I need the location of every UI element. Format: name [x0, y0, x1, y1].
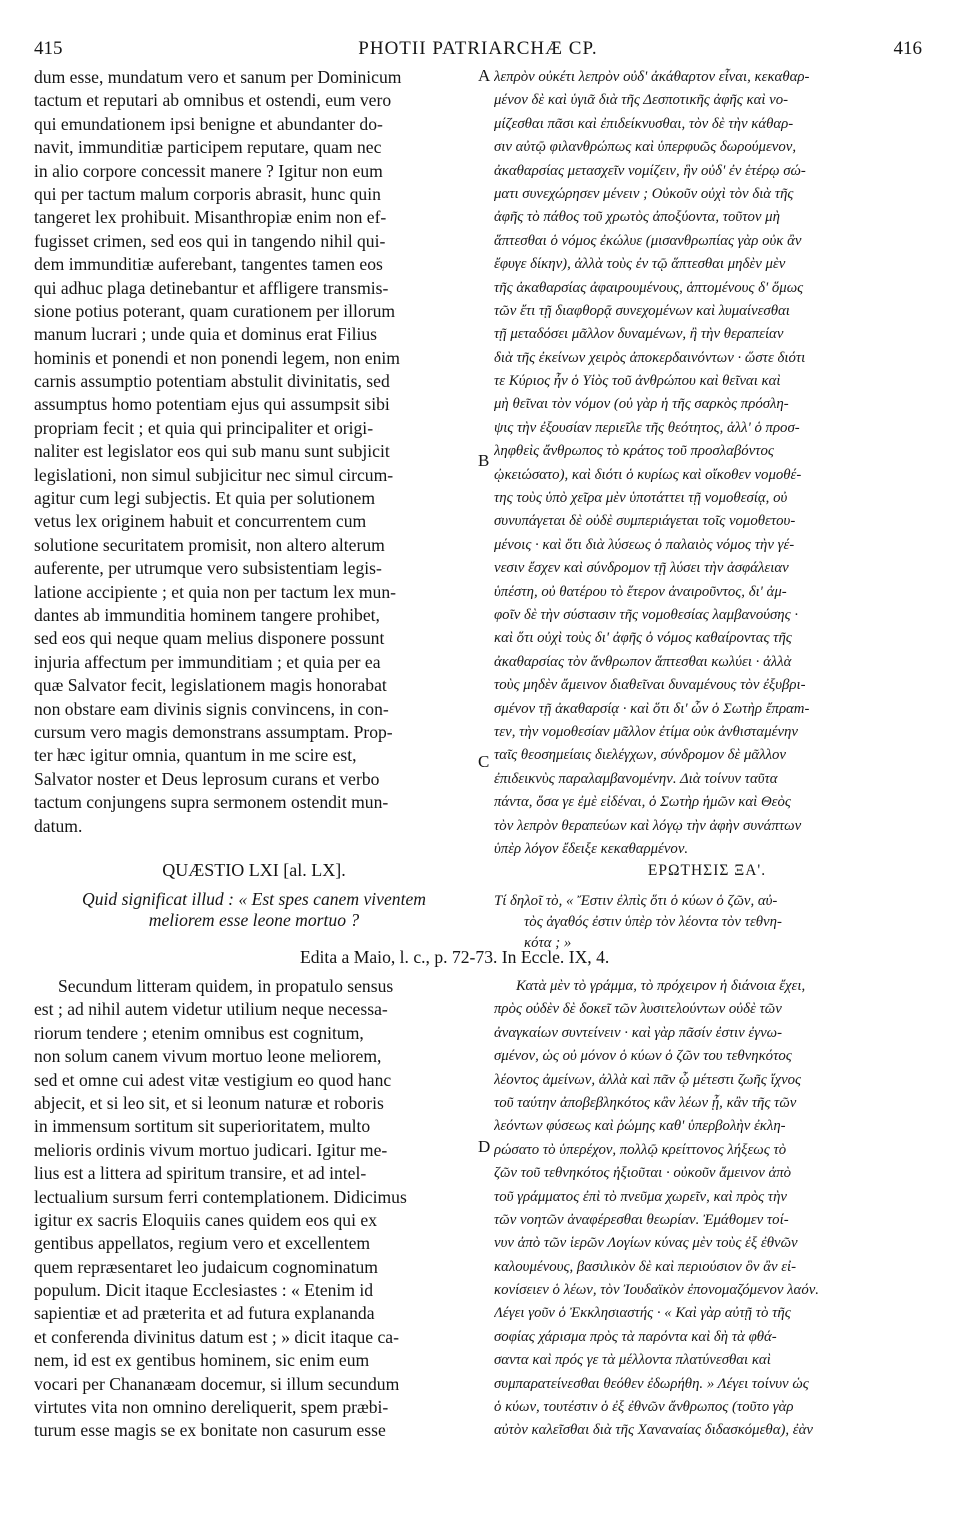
- greek-column-bottom: [494, 975, 920, 1443]
- greek-line: καὶ ὅτι οὐχὶ τοὺς δι' ἀφῆς ὁ νόμος καθαίροντας τῆς: [494, 630, 792, 647]
- greek-line: τε Κύριος ἦν ὁ Υἱὸς τοῦ ἀνθρώπου καὶ θεῖναι καὶ: [494, 373, 781, 390]
- greek-line: ἔφυγε δίκην), ἀλλὰ τοὺς ἐν τῷ ἅπτεσθαι μηδὲν μὲν: [494, 256, 786, 273]
- greek-line: τῆς ἀκαθαρσίας ἀφαιρουμένους, ἁπτομένους δ' ὅμως: [494, 279, 804, 296]
- greek-line: τοὺς μηδὲν ἄμεινον διαθεῖναι δυναμένους τὸν ἐξυβρι-: [494, 677, 806, 694]
- running-title: PHOTII PATRIARCHÆ CP.: [358, 38, 598, 59]
- page-number-left: 415: [34, 38, 63, 59]
- greek-line: κονίσειεν ὁ λέων, τὸν Ἰουδαϊκὸν ἐπονομαζόμενον λαόν.: [494, 1282, 819, 1299]
- margin-marker-d: D: [478, 1137, 491, 1156]
- latin-line: tactum et reputari ab omnibus et ostendi, eum vero: [34, 90, 392, 111]
- greek-line: λεόντων φύσεως καὶ ῥώμης καθ' ὑπερβολὴν ἐκλη-: [494, 1118, 786, 1135]
- greek-line: καλουμένους, βασιλικὸν δὲ καὶ περιούσιον ὃν ἂν εἰ-: [494, 1258, 797, 1275]
- greek-line: ψις τὴν ἐξουσίαν περιεῖλε τῆς θεότητος, ἀλλ' ὁ προσ-: [494, 419, 800, 436]
- question-subtitle-line: Quid significat illud : « Est spes canem viventem: [82, 889, 426, 909]
- greek-line: συμπαρατείνεσθαι θεόθεν ἐδωρήθη. » Λέγει τοίνυν ὡς: [494, 1375, 809, 1392]
- latin-line: populum. Dicit itaque Ecclesiastes : « Etenim id: [34, 1280, 374, 1301]
- greek-question-text: [494, 891, 920, 954]
- greek-line: ἅπτεσθαι ὁ νόμος ἐκώλυε (μισανθρωπίας γὰρ οὐκ ἂν: [494, 232, 802, 249]
- margin-marker-c: C: [478, 752, 490, 771]
- latin-line: virtutes vita non omnino dereliquerit, spem præbi-: [34, 1397, 389, 1418]
- latin-line: tactum conjungens supra sermonem ostendit mun-: [34, 792, 389, 813]
- latin-line: lectualium sursum ferri contemplationem. Didicimus: [34, 1186, 407, 1207]
- greek-line: τοῦ ταύτην ἀποβεβληκότος κἂν λέων ᾖ, κἂν τῆς τῶν: [494, 1094, 797, 1111]
- latin-line: carnis assumptio potentiam abstulit divinitatis, sed: [34, 371, 390, 392]
- latin-line: vocari per Chananæam docemur, si illum secundum: [34, 1373, 400, 1394]
- greek-line: νεσιν ἔσχεν καὶ σύνδρομον τῇ λύσει τὴν ἀσφάλειαν: [494, 560, 789, 577]
- latin-line: Salvator noster et Deus leprosum curans et verbo: [34, 768, 380, 789]
- greek-line: Κατὰ μὲν τὸ γράμμα, τὸ πρόχειρον ἡ διάνοια ἔχει,: [516, 978, 806, 994]
- latin-line: Secundum litteram quidem, in propatulo sensus: [58, 976, 394, 996]
- latin-column-top: [34, 66, 474, 838]
- latin-line: assumptus homo potentiam ejus qui assumpsit sibi: [34, 394, 390, 415]
- latin-line: ter hæc igitur omnia, quantum in me scire est,: [34, 745, 357, 766]
- latin-line: in alio corpore concessit manere ? Igitur non eum: [34, 160, 383, 181]
- greek-line: μένοις · καὶ ὅτι διὰ λύσεως ὁ παλαιὸς νόμος τὴν γέ-: [494, 536, 795, 553]
- greek-line: ἀναγκαίων συντείνειν · καὶ γὰρ πᾶσίν ἐστιν ἐγνω-: [494, 1024, 783, 1041]
- greek-line: λέοντος ἀμείνων, ἀλλὰ καὶ πᾶν ᾧ μέτεστι ζωῆς ἴχνος: [494, 1071, 802, 1088]
- latin-line: quæ Salvator fecit, legislationem magis honorabat: [34, 675, 387, 696]
- latin-line: igitur ex sacris Eloquiis canes quidem eos qui ex: [34, 1209, 378, 1230]
- greek-line: διὰ τῆς ἐκείνων χειρὸς ἀποκερδαινόντων · ὥστε διότι: [494, 349, 806, 366]
- greek-line: αὐτὸν καλεῖσθαι διὰ τῆς Χαναναίας διδασκόμεθα), ἐὰν: [494, 1422, 813, 1439]
- greek-line: ὑπὲρ λόγον ἔδειξε κεκαθαρμένον.: [494, 840, 689, 857]
- greek-line: λεπρὸν οὐκέτι λεπρὸν οὐδ' ἀκάθαρτον εἶναι, κεκαθαρ-: [494, 69, 810, 85]
- greek-line: ἐπιδεικνὺς παραλαμβανομένην. Διὰ τοίνυν ταῦτα: [494, 770, 778, 787]
- latin-line: riorum tendere ; etenim omnibus est cognitum,: [34, 1022, 364, 1043]
- greek-line: ταῖς θεοσημείαις διελέγχων, σύνδρομον δὲ μᾶλλον: [494, 747, 786, 764]
- latin-line: dantes ab immunditia hominem tangere prohibet,: [34, 604, 380, 625]
- latin-line: quem repræsentaret leo judaicum cognominatum: [34, 1256, 378, 1277]
- latin-line: qui adhuc plaga detinebantur et affligere transmis-: [34, 277, 389, 298]
- greek-line: σμένον τῇ ἀκαθαρσίᾳ · καὶ ὅτι δι' ὧν ὁ Σωτὴρ ἔπραт-: [494, 700, 810, 717]
- greek-line: πάντα, ὅσα γε ἐμὲ εἰδέναι, ὁ Σωτὴρ ἡμῶν καὶ Θεὸς: [494, 794, 791, 811]
- latin-line: datum.: [34, 815, 83, 836]
- greek-line: τῶν ἔτι τῇ διαφθορᾷ συνεχομένων καὶ λυμαίνεσθαι: [494, 302, 790, 319]
- latin-line: sed eos qui neque quam melius disponere possunt: [34, 628, 385, 649]
- latin-line: vetus lex originem habuit et concurrentem cum: [34, 511, 367, 532]
- latin-line: abjecit, et si leo sit, et si leonum naturæ et roboris: [34, 1092, 384, 1113]
- latin-line: naliter est legislator eos qui sub manu sunt subjicit: [34, 441, 390, 462]
- greek-line: σιν αὐτῷ φιλανθρώπως καὶ ὑπερφυῶς δωρούμενον,: [494, 139, 797, 156]
- greek-line: σοφίας χάρισμα πρὸς τὰ παρόντα καὶ δὴ τὰ φθά-: [494, 1328, 777, 1345]
- greek-line: τὸν λεπρὸν θεραπεύων καὶ λόγῳ τὴν ἀφὴν συνάπτων: [494, 817, 802, 834]
- greek-line: ἀφῆς τὸ πάθος τοῦ χρωτὸς ἀποξύοντα, τοῦτον μὴ: [494, 209, 780, 226]
- latin-line: sione potius poterant, quam curationem per illorum: [34, 300, 396, 321]
- latin-line: legislationi, non simul subjicitur nec simul circum-: [34, 464, 394, 485]
- latin-line: gentibus appellatos, regium vero et excellentem: [34, 1233, 371, 1254]
- greek-line: Λέγει γοῦν ὁ Ἐκκλησιαστής · « Καὶ γὰρ αὐτῇ τὸ τῆς: [494, 1305, 791, 1322]
- latin-line: qui per tactum malum corporis abrasit, hunc quin: [34, 183, 381, 204]
- greek-line: σαντα καὶ πρός γε τὰ μέλλοντα πλατύνεσθαι καὶ: [494, 1352, 771, 1369]
- greek-line: ὁ κύων, τουτέστιν ὁ ἐξ ἐθνῶν ἄνθρωπος (τοῦτο γὰρ: [494, 1399, 794, 1416]
- greek-question-title: ΕΡΩΤΗΣΙΣ ΞΑ'.: [647, 862, 767, 879]
- latin-line: est ; ad nihil autem videtur utilium neque necessa-: [34, 999, 388, 1020]
- latin-line: sapientiæ et ad præterita et ad futura explananda: [34, 1303, 375, 1324]
- greek-question-line: τὸς ἀγαθός ἐστιν ὑπὲρ τὸν λέοντα τὸν τεθνη-: [524, 914, 782, 930]
- latin-line: navit, immunditiæ participem reputare, quam nec: [34, 137, 382, 158]
- latin-line: solutione securitatem promisit, non altero alterum: [34, 534, 385, 555]
- latin-line: sed et omne cui adest vitæ vestigium eo quod hanc: [34, 1069, 392, 1090]
- greek-question-line: Τί δηλοῖ τὸ, « Ἔστιν ἐλπὶς ὅτι ὁ κύων ὁ ζῶν, αὐ-: [494, 893, 778, 909]
- page-number-right: 416: [893, 38, 922, 59]
- latin-line: et conferenda divinitus datum est ; » dicit itaque ca-: [34, 1326, 399, 1347]
- latin-line: dum esse, mundatum vero et sanum per Dominicum: [34, 67, 402, 87]
- latin-line: fugisset crimen, sed eos qui in tangendo nihil qui-: [34, 230, 386, 251]
- latin-line: in immensum sortitum sit superioritatem, multo: [34, 1116, 371, 1137]
- greek-line: ληφθεὶς ἄνθρωπος τὸ κράτος τοῦ προσλαβόντος: [494, 443, 774, 460]
- latin-line: tangeret lex prohibuit. Misanthropiæ enim non ef-: [34, 207, 387, 228]
- latin-line: non obstare eam divinis signis convincens, in con-: [34, 698, 389, 719]
- latin-line: cursum vero magis demonstrans assumptam. Prop-: [34, 721, 393, 742]
- latin-line: nem, id est ex gentibus hominem, sic enim eum: [34, 1350, 370, 1371]
- page-header: [34, 38, 922, 64]
- greek-line: ἀκαθαρσίας τὸν ἄνθρωπον ἅπτεσθαι κωλύει · ἀλλὰ: [494, 653, 792, 670]
- latin-line: turum esse magis se ex bonitate non casurum esse: [34, 1420, 386, 1441]
- latin-line: auferente, per utrumque vero subsistentiam legis-: [34, 558, 382, 579]
- greek-question-line: κότα ; »: [524, 935, 572, 951]
- latin-line: non solum canem vivum mortuo leone meliorem,: [34, 1046, 382, 1067]
- latin-line: latione accipiente ; et quia non per tactum lex mun-: [34, 581, 397, 602]
- margin-marker-b: B: [478, 451, 490, 470]
- latin-line: dem immunditiæ auferebant, tangentes tamen eos: [34, 254, 383, 275]
- greek-line: μὴ θεῖναι τὸν νόμον (οὐ γὰρ ἡ τῆς σαρκὸς πρόσλη-: [494, 396, 789, 413]
- latin-line: injuria affectum per immunditiam ; et quia per ea: [34, 651, 381, 672]
- margin-marker-a: A: [478, 66, 491, 85]
- question-subtitle-line: meliorem esse leone mortuo ?: [148, 910, 360, 930]
- greek-line: ἀκαθαρσίας μετασχεῖν νομίζειν, ἣν οὐδ' ἐν ἑτέρῳ σώ-: [494, 162, 806, 179]
- greek-line: νυν ἀπὸ τῶν ἱερῶν Λογίων κύνας μὲν τοὺς ἐξ ἐθνῶν: [494, 1235, 798, 1252]
- question-title: QUÆSTIO LXI [al. LX].: [162, 860, 346, 880]
- greek-line: ὑπέστη, οὐ θατέρου τὸ ἕτερον ἀναιροῦντος, δι' ἀμ-: [494, 583, 787, 600]
- latin-line: lius est a littera ad spiritum transire, et ad intel-: [34, 1163, 367, 1184]
- latin-line: agitur cum legi subjectis. Et quia per solutionem: [34, 488, 376, 509]
- edition-note: Edita a Maio, l. c., p. 72-73. In Eccle. IX, 4.: [300, 947, 610, 967]
- latin-line: hominis et ponendi et non ponendi legem, non enim: [34, 347, 400, 368]
- greek-line: μίζεσθαι πᾶσι καὶ ἐπιδείκνυσθαι, τὸν δὲ τὴν κάθαρ-: [494, 115, 794, 132]
- latin-line: qui emundationem ipsi benigne et abundanter do-: [34, 113, 383, 134]
- greek-line: τεν, τὴν νομοθεσίαν μᾶλλον ἐτίμα οὐκ ἀνθισταμένην: [494, 723, 798, 740]
- greek-line: ματι συνεχώρησεν μένειν ; Οὐκοῦν οὐχὶ τὸν διὰ τῆς: [494, 185, 794, 202]
- greek-line: ρώσατο τὸ ὑπερέχον, πολλῷ κρείττονος λήξεως τὸ: [494, 1141, 787, 1158]
- latin-column-bottom: [34, 975, 474, 1443]
- greek-column-top: [494, 66, 920, 861]
- greek-line: τῶν νοητῶν ἀναφέρεσθαι θεωρίαν. Ἐμάθομεν τοί-: [494, 1211, 789, 1228]
- greek-line: της τοὺς ὑπὸ χεῖρα μὲν ὑποτάττει τῇ νομοθεσίᾳ, οὐ: [494, 490, 788, 507]
- greek-line: συνυπάγεται δὲ οὐδὲ συμπεριάγεται τοῖς νομοθετου-: [494, 513, 796, 530]
- greek-line: μένον δὲ καὶ ὑγιᾶ διὰ τῆς Δεσποτικῆς ἀφῆς καὶ νο-: [494, 92, 789, 109]
- greek-line: ζῶν τοῦ τεθνηκότος ἠξιοῦται · οὐκοῦν ἄμεινον ἀπὸ: [494, 1165, 792, 1182]
- question-subtitle: [34, 889, 474, 931]
- latin-line: manum lucrari ; unde quia et dominus erat Filius: [34, 324, 378, 345]
- latin-line: propriam fecit ; et quia qui principaliter et origi-: [34, 417, 374, 438]
- greek-line: τοῦ γράμματος ἐπὶ τὸ πνεῦμα χωρεῖν, καὶ πρὸς τὴν: [494, 1188, 788, 1205]
- greek-line: πρὸς οὐδὲν δὲ δοκεῖ τῶν λυσιτελούντων οὐδὲ τῶν: [494, 1001, 782, 1018]
- greek-line: ᾠκειώσατο), καὶ διότι ὁ κυρίως καὶ οἴκοθεν νομοθέ-: [494, 466, 802, 483]
- greek-line: σμένον, ὡς οὐ μόνον ὁ κύων ὁ ζῶν του τεθνηκότος: [494, 1048, 792, 1065]
- latin-line: melioris ordinis vivum mortuo judicari. Igitur me-: [34, 1139, 388, 1160]
- greek-line: φοῖν δὲ τὴν σύστασιν τῆς νομοθεσίας λαμβανούσης ·: [494, 606, 799, 623]
- greek-line: τῇ μεταδόσει μᾶλλον δυναμένων, ἢ τὴν θεραπείαν: [494, 326, 784, 343]
